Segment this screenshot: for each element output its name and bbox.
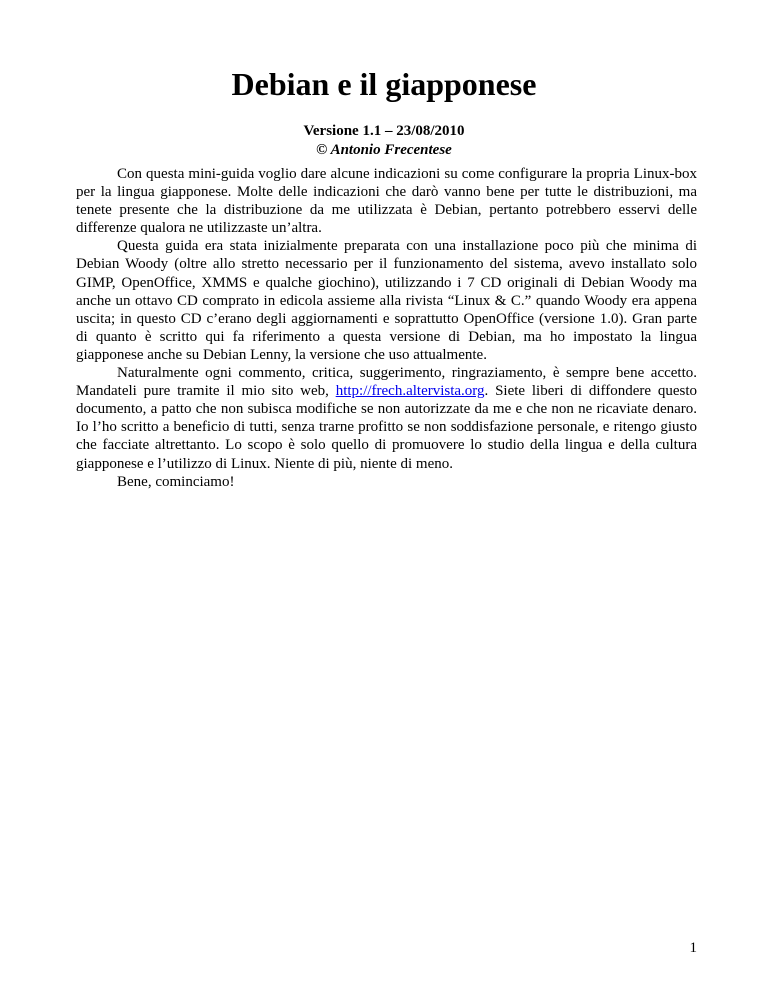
feedback-text-after-link: . Siete liberi di diffondere questo documento, a patto che non subisca modifiche se non autorizzate da me e che non ne ricaviate denaro. Io l’ho scritto a beneficio di tutti, senza trarne profitto se non soddisfazione personale, e ritengo giusto che facciate altrettanto. Lo scopo è solo quello di promuovere lo studio della lingua e della cultura giapponese e l’utilizzo di Linux. Niente di più, niente di meno. [76, 383, 697, 472]
paragraph-intro: Con questa mini-guida voglio dare alcune indicazioni su come configurare la propria Linux-box per la lingua giapponese. Molte delle indicazioni che darò vanno bene per tutte le distribuzioni, ma tenete presente che la distribuzione da me utilizzata è Debian, pertanto potrebbero esservi delle differenze qualora ne utilizzaste un’altra. [76, 166, 697, 237]
feedback-text-before-link: Naturalmente ogni commento, critica, suggerimento, ringraziamento, è sempre bene accetto. Mandateli pure tramite il mio sito web, [76, 365, 697, 400]
version-line: Versione 1.1 – 23/08/2010 [303, 123, 465, 139]
paragraph-closing: Bene, cominciamo! [117, 473, 235, 490]
author-line: © Antonio Frecentese [316, 142, 452, 158]
body-text [76, 165, 697, 491]
document-title: Debian e il giapponese [231, 66, 537, 102]
paragraph-history: Questa guida era stata inizialmente preparata con una installazione poco più che minima di Debian Woody (oltre allo stretto necessario per il funzionamento del sistema, avevo installato solo GIMP, OpenOffice, XMMS e qualche giochino), utilizzando i 7 CD originali di Debian Woody ma anche un ottavo CD comprato in edicola assieme alla rivista “Linux & C.” quando Woody era appena uscita; in questo CD c’erano degli aggiornamenti e soprattutto OpenOffice (versione 1.0). Gran parte di quanto è scritto qui fa riferimento a questa versione di Debian, ma ho impostato la lingua giapponese anche su Debian Lenny, la versione che uso attualmente. [76, 238, 697, 363]
website-link[interactable]: http://frech.altervista.org [335, 383, 485, 400]
page-number: 1 [689, 940, 697, 956]
paragraph-feedback [76, 364, 697, 473]
